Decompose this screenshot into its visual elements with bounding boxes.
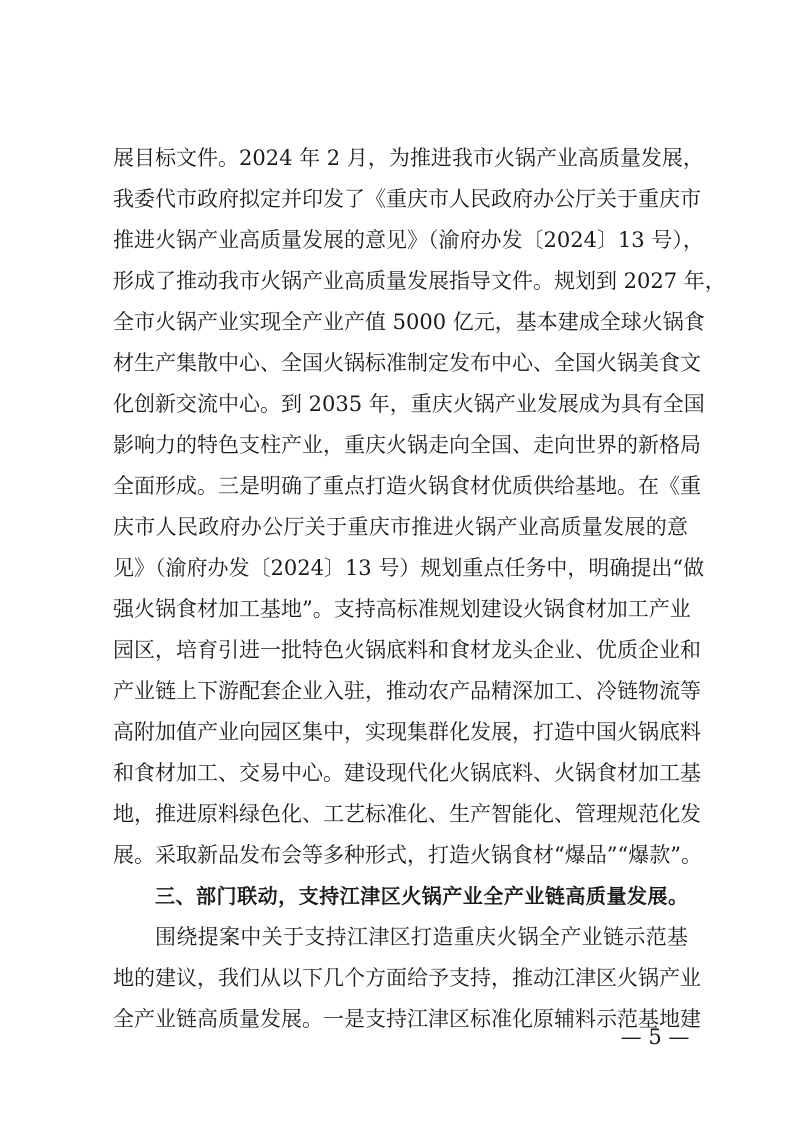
- body-text-line-20: 围绕提案中关于支持江津区打造重庆火锅全产业链示范基: [155, 925, 688, 949]
- body-text-line-7: 化创新交流中心。到 2035 年，重庆火锅产业发展成为具有全国: [113, 392, 705, 416]
- body-text-line-2: 我委代市政府拟定并印发了《重庆市人民政府办公厅关于重庆市: [113, 187, 701, 211]
- body-text-line-22: 全产业链高质量发展。一是支持江津区标准化原辅料示范基地建: [113, 1007, 701, 1031]
- body-text-line-12: 强火锅食材加工基地”。支持高标准规划建设火锅食材加工产业: [113, 597, 691, 621]
- body-text-line-10: 庆市人民政府办公厅关于重庆市推进火锅产业高质量发展的意: [113, 515, 688, 539]
- body-text-line-9: 全面形成。三是明确了重点打造火锅食材优质供给基地。在《重: [113, 474, 701, 498]
- body-text-line-17: 地，推进原料绿色化、工艺标准化、生产智能化、管理规范化发: [113, 802, 701, 826]
- page-number: — 5 —: [620, 1025, 690, 1049]
- body-text-line-13: 园区，培育引进一批特色火锅底料和食材龙头企业、优质企业和: [113, 638, 701, 662]
- body-text-line-3: 推进火锅产业高质量发展的意见》（渝府办发〔2024〕13 号），: [113, 228, 704, 252]
- body-text-line-8: 影响力的特色支柱产业，重庆火锅走向全国、走向世界的新格局: [113, 433, 701, 457]
- body-text-line-1: 展目标文件。2024 年 2 月，为推进我市火锅产业高质量发展，: [113, 146, 704, 170]
- body-text-line-16: 和食材加工、交易中心。建设现代化火锅底料、火锅食材加工基: [113, 761, 701, 785]
- section-heading: 三、部门联动，支持江津区火锅产业全产业链高质量发展。: [155, 884, 688, 908]
- body-text-line-14: 产业链上下游配套企业入驻，推动农产品精深加工、冷链物流等: [113, 679, 701, 703]
- body-text-line-4: 形成了推动我市火锅产业高质量发展指导文件。规划到 2027 年，: [113, 269, 726, 293]
- body-text-line-6: 材生产集散中心、全国火锅标准制定发布中心、全国火锅美食文: [113, 351, 701, 375]
- body-text-line-21: 地的建议，我们从以下几个方面给予支持，推动江津区火锅产业: [113, 966, 701, 990]
- body-text-line-18: 展。采取新品发布会等多种形式，打造火锅食材“爆品”“爆款”。: [113, 843, 702, 867]
- body-text-line-15: 高附加值产业向园区集中，实现集群化发展，打造中国火锅底料: [113, 720, 701, 744]
- body-text-line-5: 全市火锅产业实现全产业产值 5000 亿元，基本建成全球火锅食: [113, 310, 705, 334]
- body-text-line-11: 见》（渝府办发〔2024〕13 号）规划重点任务中，明确提出“做: [113, 556, 705, 580]
